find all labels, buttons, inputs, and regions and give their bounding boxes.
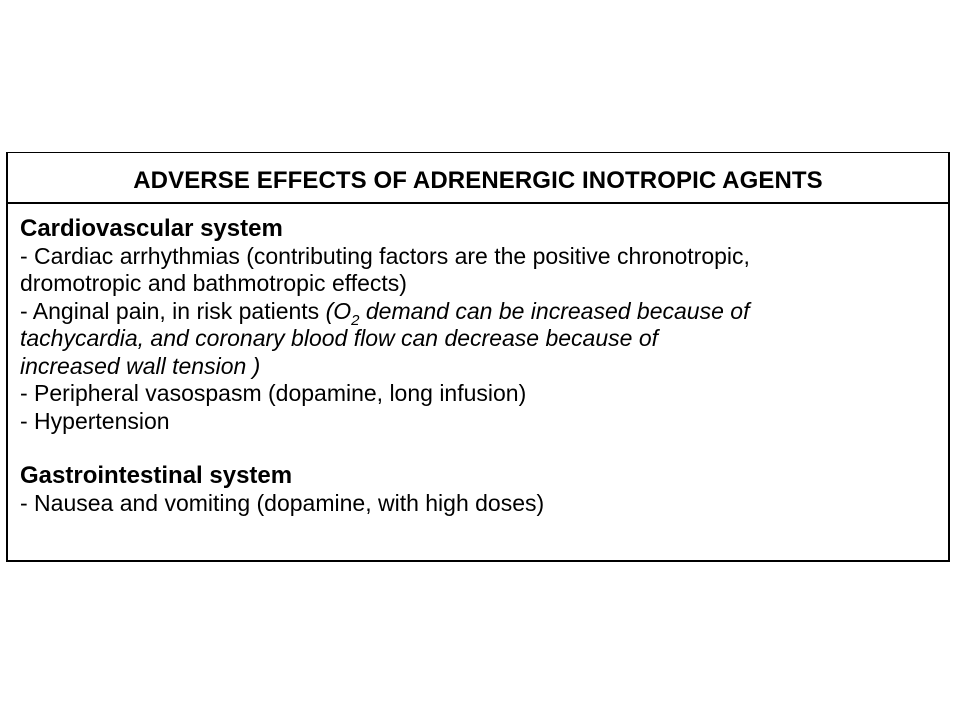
section-heading-cardiovascular: Cardiovascular system [20, 215, 283, 242]
effect-text: - Anginal pain, in risk patients [20, 297, 326, 324]
note-text: demand can be increased because of [359, 297, 750, 324]
effect-note [325, 297, 750, 329]
effect-line: - Cardiac arrhythmias (contributing factors are the positive chronotropic, [20, 242, 750, 269]
effect-note-line: increased wall tension ) [20, 352, 261, 379]
table-title: ADVERSE EFFECTS OF ADRENERGIC INOTROPIC AGENTS [133, 166, 823, 194]
effect-line: - Hypertension [20, 407, 170, 434]
effect-line: - Nausea and vomiting (dopamine, with high doses) [20, 489, 545, 516]
subscript-two: 2 [351, 311, 360, 329]
effect-line: - Peripheral vasospasm (dopamine, long infusion) [20, 380, 527, 406]
effect-note-line: tachycardia, and coronary blood flow can decrease because of [20, 325, 659, 351]
section-heading-gastrointestinal: Gastrointestinal system [20, 462, 293, 489]
adverse-effects-table [6, 152, 950, 562]
table-body [8, 204, 948, 517]
effect-line: dromotropic and bathmotropic effects) [20, 270, 407, 296]
note-text: (O [325, 297, 352, 324]
table-header [8, 153, 948, 204]
section-spacer [20, 435, 948, 462]
effect-line-anginal-pain [20, 297, 948, 329]
